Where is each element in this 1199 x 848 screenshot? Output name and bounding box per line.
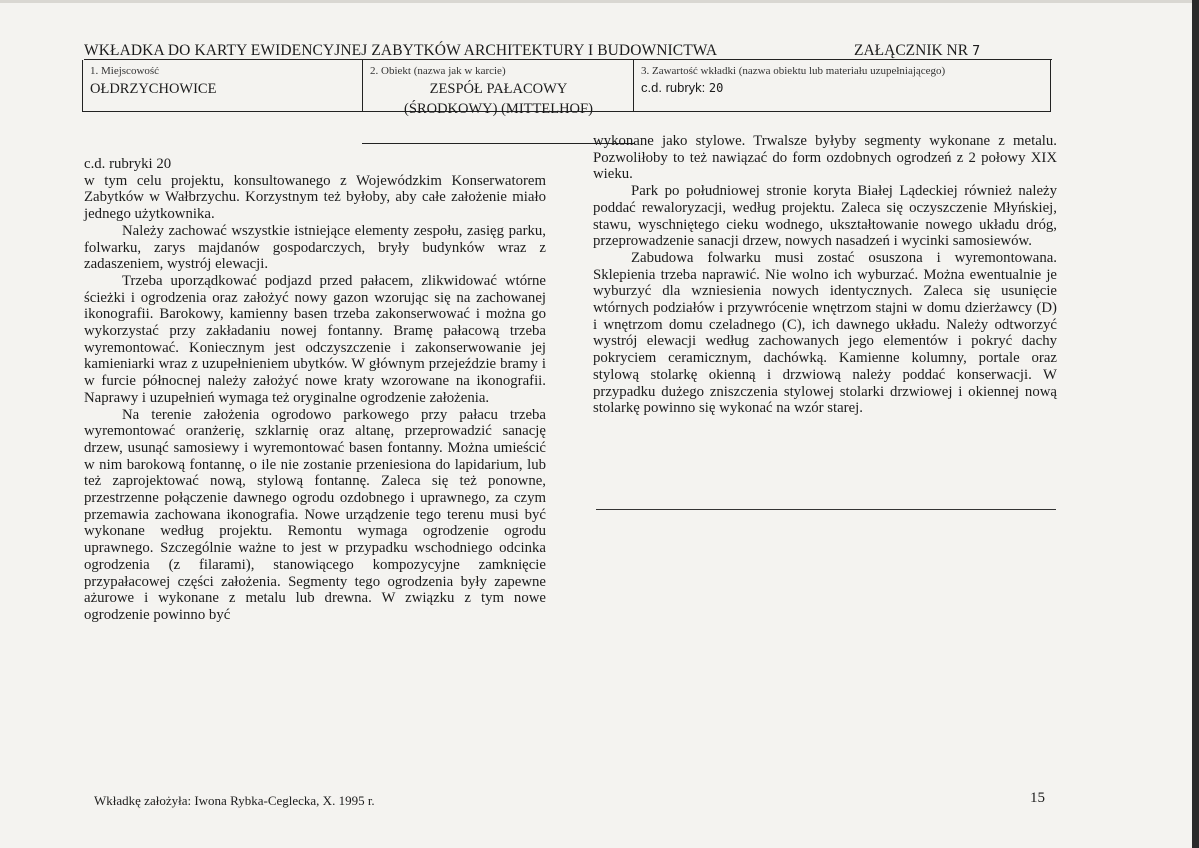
footer-author: Wkładkę założyła: Iwona Rybka-Ceglecka, X. 1995 r. — [94, 793, 375, 808]
field-content-value — [641, 80, 723, 95]
left-paragraph-2: Należy zachować wszystkie istniejące elementy zespołu, zasięg parku, folwarku, zarys majdanów gospodarczych, bryły budynków wraz z zadaszeniem, wystrój elewacji. — [84, 222, 546, 273]
form-fields-table — [82, 60, 1051, 117]
left-paragraph-1: w tym celu projektu, konsultowanego z Wojewódzkim Konserwatorem Zabytków w Wałbrzychu. Korzystnym też byłoby, aby całe założenie miało jednego użytkownika. — [84, 172, 546, 223]
left-heading: c.d. rubryki 20 — [84, 156, 172, 172]
annex-label — [854, 42, 980, 60]
field-locality-label: 1. Miejscowość — [90, 65, 160, 77]
field-content-text: c.d. rubryk: — [641, 80, 706, 95]
document-header — [84, 42, 1044, 58]
field-content-label: 3. Zawartość wkładki (nazwa obiektu lub materiału uzupełniającego) — [641, 65, 946, 77]
document-title: WKŁADKA DO KARTY EWIDENCYJNEJ ZABYTKÓW ARCHITEKTURY I BUDOWNICTWA — [84, 42, 718, 59]
right-paragraph-3: Zabudowa folwarku musi zostać osuszona i wyremontowana. Sklepienia trzeba naprawić. Nie wolno ich wyburzać. Można ewentualnie je wyburzyć dla wzniesienia nowych identycznych. Zaleca się usunięcie wtórnych podziałów i przywrócenie wnętrzom stajni w domu dzierżawcy (D) i wnętrzom domu czeladnego (C), ich dawnego układu. Należy odtworzyć wystrój elewacji według zachowanych jego elementów i pokryć dachy pokryciem ceramicznym, dachówką. Kamienne kolumny, portale oraz stylową stolarkę okienną i drzwiową należy poddać konserwacji. W przypadku dużego zniszczenia stylowej stolarki drzwiowej i okiennej nową stolarkę powinno się wykonać na wzór starej. — [593, 249, 1057, 417]
left-text-column — [84, 156, 546, 624]
field-content — [634, 60, 1050, 112]
left-paragraph-4: Na terenie założenia ogrodowo parkowego przy pałacu trzeba wyremontować oranżerię, szklarnię oraz altanę, przeprowadzić sanację drzew, usunąć samosiewy i wyremontować basen fontanny. Można umieścić w nim barokową fontannę, o ile nie zostanie przeniesiona do lapidarium, lub też zaprojektować nową, stylową fontannę. Zaleca się też ponowne, przestrzenne połączenie dawnego ogrodu ozdobnego i uprawnego, za czym przemawia zachowana ikonografia. Nowe urządzenie tego terenu musi być wykonane według projektu. Remontu wymaga ogrodzenie ogrodu uprawnego. Szczególnie ważne to jest w przypadku wschodniego odcinka ogrodzenia (z filarami), stanowiącego kompozycyjne zamknięcie przypałacowej części założenia. Segmenty tego ogrodzenia były zapewne ażurowe i wykonane z metalu lub drewna. W związku z tym nowe ogrodzenie powinno być — [84, 406, 546, 623]
right-text-column — [593, 133, 1057, 417]
field-object-label: 2. Obiekt (nazwa jak w karcie) — [370, 65, 506, 77]
field-content-handwritten: 20 — [708, 81, 724, 95]
field-locality — [83, 60, 363, 112]
scan-right-edge — [1192, 0, 1199, 848]
right-paragraph-2: Park po południowej stronie koryta Białej Lądeckiej również należy poddać rewaloryzacji, według projektu. Zaleca się oczyszczenie Młyńskiej, stawu, wyschniętego cieku wodnego, ukształtowanie nowego układu dróg, przeprowadzenie sanacji drzew, nowych nasadzeń i wycinki samosiewów. — [593, 183, 1057, 250]
field-object-value-line1: ZESPÓŁ PAŁACOWY — [429, 81, 568, 97]
end-separator-line — [596, 509, 1056, 510]
field-object-value-line2: (ŚRODKOWY) (MITTELHOF) — [404, 101, 593, 117]
field-locality-value: OŁDRZYCHOWICE — [90, 81, 217, 97]
field-object — [363, 60, 634, 117]
right-paragraph-1: wykonane jako stylowe. Trwalsze byłyby segmenty wykonane z metalu. Pozwoliłoby to też nawiązać do form ozdobnych ogrodzeń z 2 połowy XIX wieku. — [593, 133, 1057, 183]
annex-number: 7 — [971, 44, 981, 59]
left-paragraph-3: Trzeba uporządkować podjazd przed pałacem, zlikwidować wtórne ścieżki i ogrodzenia oraz założyć nowy gazon wzorując się na zachowanej ikonografii. Barokowy, kamienny basen trzeba zakonserwować i można go wykorzystać przy zakładaniu nowej fontanny. Bramę pałacową trzeba wyremontować. Koniecznym jest odczyszczenie i zakonserwowanie jej kamieniarki wraz z uzupełnieniem ubytków. W głównym przejeździe bramy i w furcie północnej należy założyć nowe kraty wzorowane na ikonografii. Naprawy i uzupełnień wymaga też oryginalne ogrodzenie założenia. — [84, 272, 546, 406]
annex-text: ZAŁĄCZNIK NR — [854, 42, 969, 59]
page-number: 15 — [1030, 790, 1045, 806]
scan-top-edge — [0, 0, 1199, 3]
